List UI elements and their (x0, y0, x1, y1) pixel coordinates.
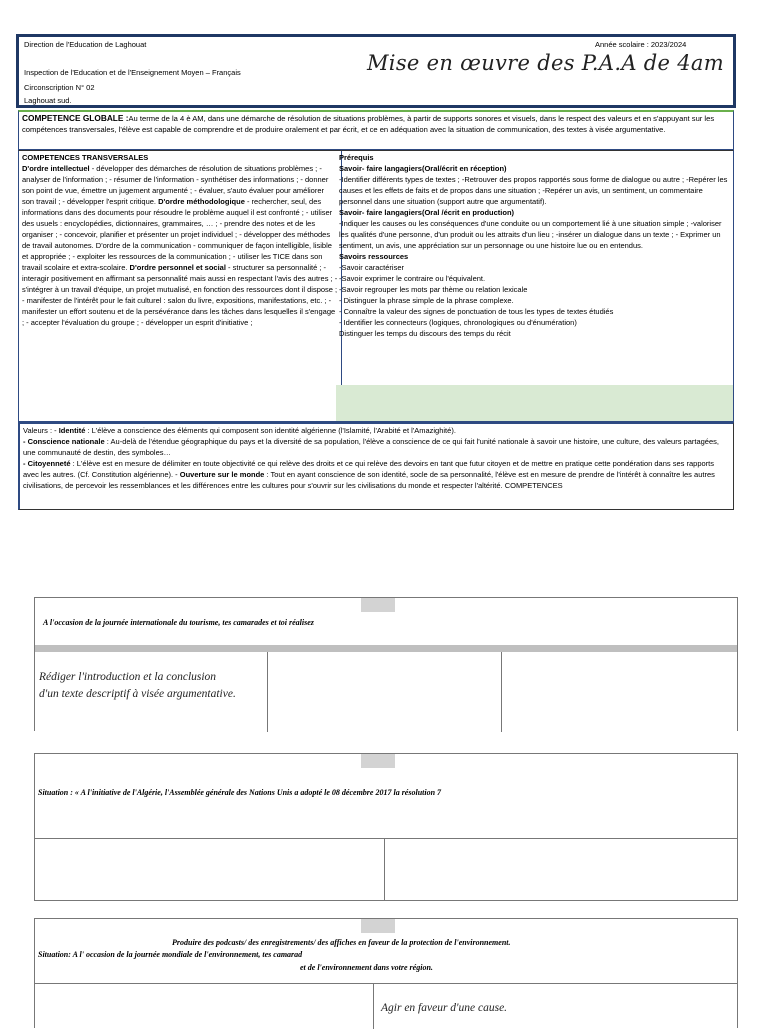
ouverture-text: : Tout en ayant conscience de son identité, socle de sa personnalité, l'élève est en mesure de prendre de l'intérêt à connaître les autres civilisations, de percevoir les ressemblances et les différences entre les cultures pour s'ouvrir sur les civilisations du monde et respecter l'altérité. COMPETENCES (23, 470, 715, 490)
prerequis-title: Prérequis (339, 153, 374, 162)
ressources-item: -Savoir exprimer le contraire ou l'équivalent. (339, 274, 486, 283)
situation-text: A l'occasion de la journée internationale du tourisme, tes camarades et toi réalisez (43, 618, 314, 627)
inspection-label: Inspection de l'Education et de l'Enseignement Moyen – Français (24, 68, 241, 77)
task-cell: Agir en faveur d'une cause. (381, 1002, 508, 1014)
projet-section-2 (34, 753, 738, 901)
production-text: -Indiquer les causes ou les conséquences d'une conduite ou un comportement lié à une situation simple ; -valoriser les qualités d'une personne, d'un produit ou les attraits d'un lieu ; -insérer un dialogue dans un texte ; - Exprimer un sentiment, un avis, une appréciation sur un personnage ou une histoire lue ou en entendus. (339, 219, 722, 250)
green-shaded-area (336, 385, 733, 421)
ressources-item: Distinguer les temps du discours des temps du récit (339, 329, 511, 338)
reception-label: Savoir- faire langagiers(Oral/écrit en réception) (339, 164, 507, 173)
transversales-title: COMPETENCES TRANSVERSALES (22, 153, 149, 162)
document-header (16, 34, 736, 108)
circonscription-label: Circonscription N° 02 (24, 83, 95, 92)
projet-section-1 (34, 597, 738, 731)
ressources-item: - Identifier les connecteurs (logiques, chronologiques ou d'énumération) (339, 318, 577, 327)
task-cell (39, 669, 236, 703)
conscience-nationale-label: - Conscience nationale (23, 437, 105, 446)
document-title: Mise en œuvre des P.A.A de 4am (367, 51, 724, 75)
ouverture-label: Ouverture sur le monde (179, 470, 265, 479)
projet-section-3 (34, 918, 738, 1028)
section-tab (361, 754, 395, 768)
competence-globale (18, 110, 734, 150)
identite-text: : L'élève a conscience des éléments qui composent son identité algérienne (l'Islamité, l'Arabité et l'Amazighité). (85, 426, 456, 435)
school-year-label: Année scolaire : 2023/2024 (595, 40, 687, 49)
column-divider (373, 983, 374, 1029)
conscience-nationale-text: : Au-delà de l'étendue géographique du pays et la diversité de sa population, l'élève a conscience de ce qui fait l'unité nationale à savoir une histoire, une culture, des valeurs partagées, une communauté de destin, des symboles… (23, 437, 719, 457)
laghouat-label: Laghouat sud. (24, 96, 72, 105)
situation-text-end: et de l'environnement dans votre région. (300, 963, 433, 972)
ordre-personnel-label: D'ordre personnel et social (129, 263, 226, 272)
ressources-item: - Connaître la valeur des signes de ponctuation de tous les types de textes étudiés (339, 307, 614, 316)
column-divider (501, 652, 502, 732)
task-line: d'un texte descriptif à visée argumentative. (39, 688, 236, 700)
competence-globale-label: COMPETENCE GLOBALE : (22, 113, 129, 123)
competences-transversales (19, 151, 342, 423)
reception-text: -Identifier différents types de textes ; -Retrouver des propos rapportés sous forme de dialogue ou autre ; -Repérer les causes et les effets de faits et de propos dans une situation ; -Repérer un avis, un sentiment, un commentaire personnel dans une situation (support autre que argumentatif). (339, 175, 728, 206)
section-tab (361, 919, 395, 933)
situation-text: Situation: A l' occasion de la journée mondiale de l'environnement, tes camarad (38, 950, 303, 959)
task-line: Rédiger l'introduction et la conclusion (39, 671, 217, 683)
citoyennete-label: - Citoyenneté (23, 459, 71, 468)
row-divider (35, 838, 737, 839)
project-text: Produire des podcasts/ des enregistrements/ des affiches en faveur de la protection de l'environnement. (172, 938, 511, 947)
column-divider (384, 838, 385, 901)
prerequis-column (336, 151, 733, 421)
competences-grid (18, 150, 734, 422)
situation-text: Situation : « A l'initiative de l'Algérie, l'Assemblée générale des Nations Unis a adopté le 08 décembre 2017 la résolution 7 (38, 788, 442, 797)
identite-label: Identité (58, 426, 86, 435)
section-tab (361, 598, 395, 612)
competence-globale-text: Au terme de la 4 è AM, dans une démarche de résolution de situations problèmes, à partir de supports sonores et visuels, dans le respect des valeurs et en s'appuyant sur les compétences transversales, l'élève est capable de comprendre et de produire oralement et par écrit, et ce en adéquation avec la situation de communication, des textes à visée argumentative. (22, 114, 715, 134)
ressources-item: -Savoir regrouper les mots par thème ou relation lexicale (339, 285, 528, 294)
ordre-intellectuel-label: D'ordre intellectuel (22, 164, 90, 173)
ordre-intellectuel-text: - développer des démarches de résolution de situations problèmes ; - analyser de l'information ; - résumer de l'information - synthétiser des informations ; - donner son point de vue, émettre un jugement argumenté ; - évaluer, s'auto évaluer pour améliorer son travail ; - développer l'esprit critique. (22, 164, 329, 206)
ordre-methodologique-text: - rechercher, seul, des informations dans des documents pour résoudre le problème auquel il est confronté ; - utiliser des usuels : encyclopédies, dictionnaires, grammaires, … ; - prendre des notes et de les organiser ; - concevoir, planifier et présenter un projet individuel ; - développer des méthodes de travail autonomes. D'ordre de la communication - communiquer de façon intelligible, lisible et appropriée ; - exploiter les ressources de la communication ; - utiliser les TICE dans son travail scolaire et extra-scolaire. (22, 197, 333, 272)
citoyennete-text: : L'élève est en mesure de délimiter en toute objectivité ce qui relève des droits et ce qui relève des devoirs en tant que futur citoyen et de mettre en pratique cette pondération dans ses rapports avec les autres. (Cf. Constitution algérienne). - (23, 459, 714, 479)
ressources-label: Savoirs ressources (339, 252, 409, 261)
ressources-item: - Distinguer la phrase simple de la phrase complexe. (339, 296, 514, 305)
gray-divider (35, 645, 737, 652)
production-label: Savoir- faire langagiers(Oral /écrit en production) (339, 208, 515, 217)
valeurs-section (18, 422, 734, 510)
ordre-personnel-text: - structurer sa personnalité ; - interagir positivement en affirmant sa personnalité mais aussi en respectant l'avis des autres ; - s'intégrer à un travail d'équipe, un projet mutualisé, en fonction des ressources dont il dispose ; - manifester de l'intérêt pour le fait culturel : salon du livre, expositions, manifestations, etc. ; - manifester un effort soutenu et de la persévérance dans les tâches dans lesquelles il s'engage ; - accepter l'évaluation du groupe ; - développer un esprit d'initiative ; (22, 263, 338, 327)
row-divider (35, 983, 737, 984)
column-divider (267, 652, 268, 732)
direction-label: Direction de l'Education de Laghouat (24, 40, 147, 49)
valeurs-prefix: Valeurs : - (23, 426, 59, 435)
ordre-methodologique-label: D'ordre méthodologique (158, 197, 245, 206)
ressources-item: -Savoir caractériser (339, 263, 405, 272)
